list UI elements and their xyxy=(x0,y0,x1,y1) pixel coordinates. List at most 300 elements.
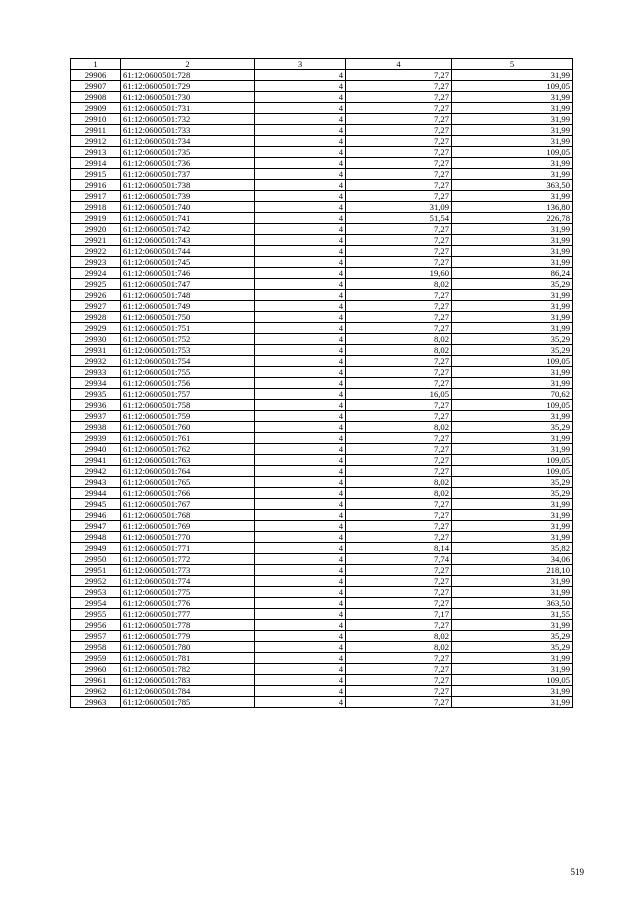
value-cell: 7,27 xyxy=(346,246,452,257)
table-row xyxy=(71,180,573,191)
code-cell: 4 xyxy=(255,92,346,103)
value-cell: 7,27 xyxy=(346,378,452,389)
code-cell: 4 xyxy=(255,521,346,532)
value-cell: 7,27 xyxy=(346,356,452,367)
cadastral-number-cell: 61:12:0600501:776 xyxy=(121,598,255,609)
table-row xyxy=(71,136,573,147)
row-index-cell: 29922 xyxy=(71,246,121,257)
table-row xyxy=(71,433,573,444)
cadastral-number-cell: 61:12:0600501:772 xyxy=(121,554,255,565)
value-cell: 51,54 xyxy=(346,213,452,224)
value-cell: 31,09 xyxy=(346,202,452,213)
code-cell: 4 xyxy=(255,235,346,246)
row-index-cell: 29941 xyxy=(71,455,121,466)
value-cell: 7,27 xyxy=(346,169,452,180)
amount-cell: 31,99 xyxy=(452,169,573,180)
value-cell: 7,27 xyxy=(346,510,452,521)
row-index-cell: 29920 xyxy=(71,224,121,235)
row-index-cell: 29927 xyxy=(71,301,121,312)
amount-cell: 31,99 xyxy=(452,235,573,246)
table-row xyxy=(71,697,573,708)
cadastral-number-cell: 61:12:0600501:741 xyxy=(121,213,255,224)
value-cell: 7,27 xyxy=(346,367,452,378)
amount-cell: 70,62 xyxy=(452,389,573,400)
value-cell: 7,27 xyxy=(346,235,452,246)
column-header-1: 1 xyxy=(71,59,121,70)
value-cell: 7,27 xyxy=(346,180,452,191)
row-index-cell: 29934 xyxy=(71,378,121,389)
data-table xyxy=(70,58,573,708)
cadastral-number-cell: 61:12:0600501:732 xyxy=(121,114,255,125)
value-cell: 7,27 xyxy=(346,433,452,444)
table-row xyxy=(71,686,573,697)
row-index-cell: 29951 xyxy=(71,565,121,576)
code-cell: 4 xyxy=(255,587,346,598)
row-index-cell: 29945 xyxy=(71,499,121,510)
code-cell: 4 xyxy=(255,499,346,510)
table-row xyxy=(71,378,573,389)
value-cell: 7,27 xyxy=(346,92,452,103)
table-row xyxy=(71,224,573,235)
value-cell: 7,27 xyxy=(346,257,452,268)
code-cell: 4 xyxy=(255,103,346,114)
amount-cell: 34,06 xyxy=(452,554,573,565)
row-index-cell: 29923 xyxy=(71,257,121,268)
code-cell: 4 xyxy=(255,664,346,675)
amount-cell: 31,99 xyxy=(452,367,573,378)
code-cell: 4 xyxy=(255,224,346,235)
table-row xyxy=(71,422,573,433)
row-index-cell: 29911 xyxy=(71,125,121,136)
row-index-cell: 29960 xyxy=(71,664,121,675)
cadastral-number-cell: 61:12:0600501:766 xyxy=(121,488,255,499)
amount-cell: 31,99 xyxy=(452,521,573,532)
cadastral-number-cell: 61:12:0600501:785 xyxy=(121,697,255,708)
amount-cell: 31,99 xyxy=(452,653,573,664)
table-row xyxy=(71,609,573,620)
amount-cell: 109,05 xyxy=(452,675,573,686)
value-cell: 8,02 xyxy=(346,279,452,290)
cadastral-number-cell: 61:12:0600501:778 xyxy=(121,620,255,631)
row-index-cell: 29947 xyxy=(71,521,121,532)
cadastral-number-cell: 61:12:0600501:768 xyxy=(121,510,255,521)
cadastral-number-cell: 61:12:0600501:782 xyxy=(121,664,255,675)
table-row xyxy=(71,345,573,356)
table-row xyxy=(71,323,573,334)
cadastral-number-cell: 61:12:0600501:731 xyxy=(121,103,255,114)
table-row xyxy=(71,235,573,246)
cadastral-number-cell: 61:12:0600501:745 xyxy=(121,257,255,268)
table-row xyxy=(71,356,573,367)
column-header-5: 5 xyxy=(452,59,573,70)
row-index-cell: 29953 xyxy=(71,587,121,598)
code-cell: 4 xyxy=(255,268,346,279)
value-cell: 8,02 xyxy=(346,334,452,345)
cadastral-number-cell: 61:12:0600501:735 xyxy=(121,147,255,158)
code-cell: 4 xyxy=(255,675,346,686)
table-row xyxy=(71,477,573,488)
cadastral-number-cell: 61:12:0600501:753 xyxy=(121,345,255,356)
code-cell: 4 xyxy=(255,389,346,400)
value-cell: 7,27 xyxy=(346,312,452,323)
code-cell: 4 xyxy=(255,257,346,268)
row-index-cell: 29957 xyxy=(71,631,121,642)
row-index-cell: 29958 xyxy=(71,642,121,653)
amount-cell: 31,99 xyxy=(452,697,573,708)
cadastral-number-cell: 61:12:0600501:774 xyxy=(121,576,255,587)
amount-cell: 31,99 xyxy=(452,620,573,631)
code-cell: 4 xyxy=(255,147,346,158)
table-row xyxy=(71,565,573,576)
cadastral-number-cell: 61:12:0600501:746 xyxy=(121,268,255,279)
table-body xyxy=(71,70,573,708)
row-index-cell: 29914 xyxy=(71,158,121,169)
value-cell: 8,02 xyxy=(346,422,452,433)
cadastral-number-cell: 61:12:0600501:780 xyxy=(121,642,255,653)
cadastral-number-cell: 61:12:0600501:752 xyxy=(121,334,255,345)
code-cell: 4 xyxy=(255,576,346,587)
amount-cell: 86,24 xyxy=(452,268,573,279)
table-row xyxy=(71,532,573,543)
value-cell: 7,74 xyxy=(346,554,452,565)
row-index-cell: 29925 xyxy=(71,279,121,290)
table-row xyxy=(71,521,573,532)
amount-cell: 35,82 xyxy=(452,543,573,554)
code-cell: 4 xyxy=(255,466,346,477)
row-index-cell: 29946 xyxy=(71,510,121,521)
code-cell: 4 xyxy=(255,565,346,576)
amount-cell: 31,99 xyxy=(452,92,573,103)
cadastral-number-cell: 61:12:0600501:733 xyxy=(121,125,255,136)
code-cell: 4 xyxy=(255,312,346,323)
code-cell: 4 xyxy=(255,169,346,180)
cadastral-number-cell: 61:12:0600501:765 xyxy=(121,477,255,488)
amount-cell: 35,29 xyxy=(452,345,573,356)
row-index-cell: 29942 xyxy=(71,466,121,477)
table-row xyxy=(71,279,573,290)
code-cell: 4 xyxy=(255,697,346,708)
code-cell: 4 xyxy=(255,191,346,202)
value-cell: 7,27 xyxy=(346,466,452,477)
table-row xyxy=(71,664,573,675)
row-index-cell: 29935 xyxy=(71,389,121,400)
table-row xyxy=(71,70,573,81)
amount-cell: 31,99 xyxy=(452,411,573,422)
code-cell: 4 xyxy=(255,433,346,444)
cadastral-number-cell: 61:12:0600501:739 xyxy=(121,191,255,202)
table-row xyxy=(71,290,573,301)
row-index-cell: 29954 xyxy=(71,598,121,609)
document-page xyxy=(70,58,572,708)
value-cell: 7,27 xyxy=(346,598,452,609)
table-row xyxy=(71,191,573,202)
value-cell: 8,02 xyxy=(346,477,452,488)
amount-cell: 31,99 xyxy=(452,158,573,169)
code-cell: 4 xyxy=(255,422,346,433)
amount-cell: 363,50 xyxy=(452,180,573,191)
cadastral-number-cell: 61:12:0600501:760 xyxy=(121,422,255,433)
row-index-cell: 29936 xyxy=(71,400,121,411)
value-cell: 7,27 xyxy=(346,70,452,81)
cadastral-number-cell: 61:12:0600501:751 xyxy=(121,323,255,334)
code-cell: 4 xyxy=(255,411,346,422)
code-cell: 4 xyxy=(255,279,346,290)
table-row xyxy=(71,455,573,466)
cadastral-number-cell: 61:12:0600501:736 xyxy=(121,158,255,169)
header-row xyxy=(71,59,573,70)
row-index-cell: 29962 xyxy=(71,686,121,697)
cadastral-number-cell: 61:12:0600501:783 xyxy=(121,675,255,686)
amount-cell: 31,99 xyxy=(452,499,573,510)
cadastral-number-cell: 61:12:0600501:738 xyxy=(121,180,255,191)
amount-cell: 31,99 xyxy=(452,587,573,598)
table-row xyxy=(71,202,573,213)
table-row xyxy=(71,169,573,180)
table-row xyxy=(71,400,573,411)
code-cell: 4 xyxy=(255,378,346,389)
code-cell: 4 xyxy=(255,554,346,565)
table-row xyxy=(71,389,573,400)
table-row xyxy=(71,642,573,653)
value-cell: 8,02 xyxy=(346,345,452,356)
row-index-cell: 29937 xyxy=(71,411,121,422)
amount-cell: 31,99 xyxy=(452,246,573,257)
cadastral-number-cell: 61:12:0600501:777 xyxy=(121,609,255,620)
row-index-cell: 29924 xyxy=(71,268,121,279)
row-index-cell: 29915 xyxy=(71,169,121,180)
cadastral-number-cell: 61:12:0600501:734 xyxy=(121,136,255,147)
value-cell: 7,27 xyxy=(346,532,452,543)
row-index-cell: 29956 xyxy=(71,620,121,631)
cadastral-number-cell: 61:12:0600501:748 xyxy=(121,290,255,301)
table-row xyxy=(71,587,573,598)
cadastral-number-cell: 61:12:0600501:759 xyxy=(121,411,255,422)
code-cell: 4 xyxy=(255,125,346,136)
amount-cell: 35,29 xyxy=(452,631,573,642)
cadastral-number-cell: 61:12:0600501:779 xyxy=(121,631,255,642)
cadastral-number-cell: 61:12:0600501:743 xyxy=(121,235,255,246)
table-row xyxy=(71,246,573,257)
cadastral-number-cell: 61:12:0600501:744 xyxy=(121,246,255,257)
code-cell: 4 xyxy=(255,158,346,169)
row-index-cell: 29910 xyxy=(71,114,121,125)
table-row xyxy=(71,620,573,631)
value-cell: 7,27 xyxy=(346,455,452,466)
value-cell: 7,27 xyxy=(346,81,452,92)
code-cell: 4 xyxy=(255,642,346,653)
value-cell: 7,27 xyxy=(346,587,452,598)
value-cell: 8,02 xyxy=(346,642,452,653)
row-index-cell: 29938 xyxy=(71,422,121,433)
amount-cell: 109,05 xyxy=(452,147,573,158)
value-cell: 7,27 xyxy=(346,103,452,114)
amount-cell: 31,55 xyxy=(452,609,573,620)
table-row xyxy=(71,543,573,554)
amount-cell: 109,05 xyxy=(452,466,573,477)
value-cell: 7,27 xyxy=(346,653,452,664)
code-cell: 4 xyxy=(255,543,346,554)
value-cell: 7,27 xyxy=(346,323,452,334)
amount-cell: 31,99 xyxy=(452,576,573,587)
row-index-cell: 29928 xyxy=(71,312,121,323)
code-cell: 4 xyxy=(255,488,346,499)
column-header-3: 3 xyxy=(255,59,346,70)
amount-cell: 35,29 xyxy=(452,488,573,499)
value-cell: 7,27 xyxy=(346,147,452,158)
value-cell: 19,60 xyxy=(346,268,452,279)
table-row xyxy=(71,213,573,224)
cadastral-number-cell: 61:12:0600501:750 xyxy=(121,312,255,323)
table-row xyxy=(71,488,573,499)
amount-cell: 109,05 xyxy=(452,356,573,367)
row-index-cell: 29961 xyxy=(71,675,121,686)
code-cell: 4 xyxy=(255,301,346,312)
amount-cell: 31,99 xyxy=(452,312,573,323)
code-cell: 4 xyxy=(255,620,346,631)
code-cell: 4 xyxy=(255,510,346,521)
value-cell: 7,27 xyxy=(346,664,452,675)
code-cell: 4 xyxy=(255,609,346,620)
cadastral-number-cell: 61:12:0600501:767 xyxy=(121,499,255,510)
value-cell: 7,27 xyxy=(346,499,452,510)
value-cell: 7,27 xyxy=(346,158,452,169)
amount-cell: 31,99 xyxy=(452,444,573,455)
table-row xyxy=(71,444,573,455)
amount-cell: 226,78 xyxy=(452,213,573,224)
row-index-cell: 29950 xyxy=(71,554,121,565)
table-row xyxy=(71,510,573,521)
row-index-cell: 29944 xyxy=(71,488,121,499)
value-cell: 7,27 xyxy=(346,114,452,125)
row-index-cell: 29929 xyxy=(71,323,121,334)
code-cell: 4 xyxy=(255,81,346,92)
amount-cell: 35,29 xyxy=(452,279,573,290)
row-index-cell: 29906 xyxy=(71,70,121,81)
column-header-2: 2 xyxy=(121,59,255,70)
table-row xyxy=(71,268,573,279)
cadastral-number-cell: 61:12:0600501:749 xyxy=(121,301,255,312)
code-cell: 4 xyxy=(255,400,346,411)
value-cell: 16,05 xyxy=(346,389,452,400)
value-cell: 7,27 xyxy=(346,290,452,301)
amount-cell: 136,80 xyxy=(452,202,573,213)
cadastral-number-cell: 61:12:0600501:747 xyxy=(121,279,255,290)
table-row xyxy=(71,301,573,312)
cadastral-number-cell: 61:12:0600501:764 xyxy=(121,466,255,477)
row-index-cell: 29908 xyxy=(71,92,121,103)
code-cell: 4 xyxy=(255,345,346,356)
amount-cell: 109,05 xyxy=(452,455,573,466)
row-index-cell: 29912 xyxy=(71,136,121,147)
table-row xyxy=(71,147,573,158)
amount-cell: 35,29 xyxy=(452,642,573,653)
table-row xyxy=(71,411,573,422)
code-cell: 4 xyxy=(255,653,346,664)
code-cell: 4 xyxy=(255,180,346,191)
amount-cell: 31,99 xyxy=(452,103,573,114)
row-index-cell: 29933 xyxy=(71,367,121,378)
code-cell: 4 xyxy=(255,686,346,697)
table-row xyxy=(71,257,573,268)
amount-cell: 31,99 xyxy=(452,191,573,202)
amount-cell: 31,99 xyxy=(452,510,573,521)
amount-cell: 31,99 xyxy=(452,433,573,444)
table-row xyxy=(71,92,573,103)
cadastral-number-cell: 61:12:0600501:781 xyxy=(121,653,255,664)
table-row xyxy=(71,466,573,477)
code-cell: 4 xyxy=(255,367,346,378)
table-row xyxy=(71,125,573,136)
cadastral-number-cell: 61:12:0600501:763 xyxy=(121,455,255,466)
amount-cell: 31,99 xyxy=(452,70,573,81)
table-row xyxy=(71,675,573,686)
value-cell: 7,27 xyxy=(346,521,452,532)
row-index-cell: 29963 xyxy=(71,697,121,708)
cadastral-number-cell: 61:12:0600501:771 xyxy=(121,543,255,554)
table-row xyxy=(71,312,573,323)
cadastral-number-cell: 61:12:0600501:729 xyxy=(121,81,255,92)
cadastral-number-cell: 61:12:0600501:728 xyxy=(121,70,255,81)
value-cell: 7,27 xyxy=(346,686,452,697)
code-cell: 4 xyxy=(255,444,346,455)
table-row xyxy=(71,499,573,510)
table-row xyxy=(71,114,573,125)
value-cell: 7,27 xyxy=(346,675,452,686)
amount-cell: 31,99 xyxy=(452,301,573,312)
cadastral-number-cell: 61:12:0600501:755 xyxy=(121,367,255,378)
row-index-cell: 29926 xyxy=(71,290,121,301)
value-cell: 7,27 xyxy=(346,411,452,422)
page-number: 519 xyxy=(570,867,584,877)
cadastral-number-cell: 61:12:0600501:740 xyxy=(121,202,255,213)
code-cell: 4 xyxy=(255,246,346,257)
code-cell: 4 xyxy=(255,455,346,466)
cadastral-number-cell: 61:12:0600501:784 xyxy=(121,686,255,697)
value-cell: 7,17 xyxy=(346,609,452,620)
cadastral-number-cell: 61:12:0600501:762 xyxy=(121,444,255,455)
cadastral-number-cell: 61:12:0600501:758 xyxy=(121,400,255,411)
value-cell: 7,27 xyxy=(346,191,452,202)
table-row xyxy=(71,576,573,587)
amount-cell: 35,29 xyxy=(452,477,573,488)
table-row xyxy=(71,103,573,114)
code-cell: 4 xyxy=(255,202,346,213)
row-index-cell: 29916 xyxy=(71,180,121,191)
value-cell: 7,27 xyxy=(346,125,452,136)
table-row xyxy=(71,598,573,609)
row-index-cell: 29918 xyxy=(71,202,121,213)
column-header-4: 4 xyxy=(346,59,452,70)
code-cell: 4 xyxy=(255,70,346,81)
code-cell: 4 xyxy=(255,213,346,224)
value-cell: 7,27 xyxy=(346,136,452,147)
row-index-cell: 29931 xyxy=(71,345,121,356)
row-index-cell: 29909 xyxy=(71,103,121,114)
amount-cell: 109,05 xyxy=(452,400,573,411)
cadastral-number-cell: 61:12:0600501:769 xyxy=(121,521,255,532)
row-index-cell: 29919 xyxy=(71,213,121,224)
row-index-cell: 29930 xyxy=(71,334,121,345)
value-cell: 7,27 xyxy=(346,620,452,631)
table-row xyxy=(71,631,573,642)
row-index-cell: 29948 xyxy=(71,532,121,543)
code-cell: 4 xyxy=(255,598,346,609)
amount-cell: 31,99 xyxy=(452,136,573,147)
value-cell: 8,02 xyxy=(346,488,452,499)
cadastral-number-cell: 61:12:0600501:754 xyxy=(121,356,255,367)
value-cell: 8,02 xyxy=(346,631,452,642)
code-cell: 4 xyxy=(255,323,346,334)
